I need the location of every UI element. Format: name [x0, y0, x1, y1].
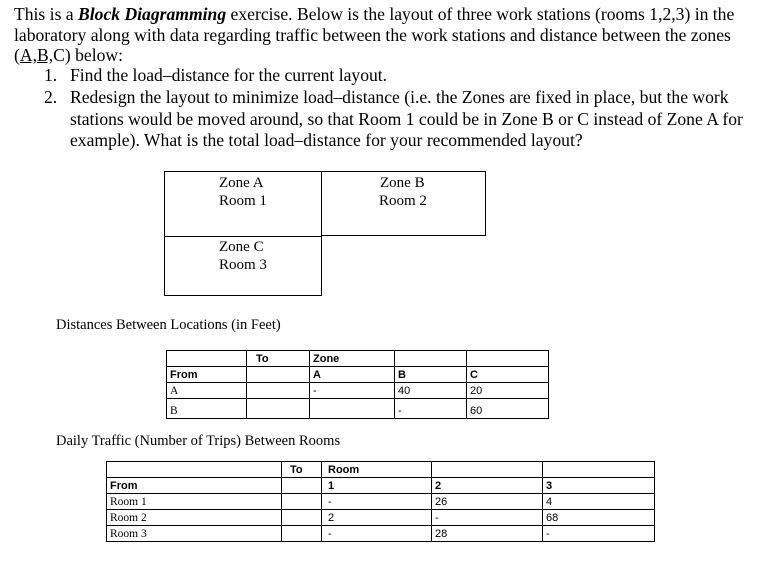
- traffic-cell: 28: [432, 526, 543, 542]
- distances-zone-header: Zone: [310, 351, 395, 367]
- distances-cell: -: [395, 399, 467, 419]
- question-1: [44, 65, 756, 87]
- traffic-cell: 26: [432, 494, 543, 510]
- zone-c-label: Zone C: [219, 239, 264, 255]
- traffic-from-header: From: [107, 478, 282, 494]
- table-row: [107, 478, 655, 494]
- traffic-cell: -: [432, 510, 543, 526]
- table-cell: [467, 351, 549, 367]
- distances-col-b: B: [395, 367, 467, 383]
- traffic-cell: -: [543, 526, 655, 542]
- table-cell: [167, 351, 247, 367]
- table-cell: [282, 526, 322, 542]
- table-row: [167, 383, 549, 399]
- table-row: [107, 510, 655, 526]
- distances-cell: 20: [467, 383, 549, 399]
- distances-from-header: From: [167, 367, 247, 383]
- traffic-row-label: Room 3: [107, 526, 282, 542]
- intro-paragraph: [14, 4, 759, 66]
- table-cell: [282, 494, 322, 510]
- traffic-col-3: 3: [543, 478, 655, 494]
- distances-row-label: A: [167, 383, 247, 399]
- traffic-caption: Daily Traffic (Number of Trips) Between Rooms: [56, 433, 341, 449]
- table-row: [107, 526, 655, 542]
- traffic-cell: 2: [322, 510, 432, 526]
- question-1-text: Find the load–distance for the current layout.: [70, 65, 388, 85]
- table-row: [107, 462, 655, 478]
- distances-cell: 60: [467, 399, 549, 419]
- traffic-room-header: Room: [322, 462, 432, 478]
- table-row: [167, 367, 549, 383]
- distances-row-label: B: [167, 399, 247, 419]
- table-cell: [432, 462, 543, 478]
- intro-text-1: This is a: [14, 4, 79, 24]
- intro-text-2: exercise. Below is the layout of three work stations (rooms 1,2,3) in the laboratory along with data regarding traffic between the work stations and distance between the zones (: [14, 4, 735, 65]
- traffic-row-label: Room 1: [107, 494, 282, 510]
- traffic-table: [106, 461, 655, 542]
- zone-b-block: [321, 171, 486, 236]
- zone-b-room: Room 2: [379, 193, 427, 209]
- traffic-cell: -: [322, 494, 432, 510]
- traffic-col-2: 2: [432, 478, 543, 494]
- distances-cell: -: [310, 383, 395, 399]
- zone-a-label: Zone A: [219, 175, 264, 191]
- zone-a-block: [164, 171, 322, 237]
- traffic-cell: 68: [543, 510, 655, 526]
- question-2-text: Redesign the layout to minimize load–distance (i.e. the Zones are fixed in place, but the work stations would be moved around, so that Room 1 could be in Zone B or C instead of Zone A for example). What is the total load–distance for your recommended layout?: [70, 87, 743, 150]
- table-row: [107, 494, 655, 510]
- intro-zones-underlined: A,B,: [19, 45, 54, 65]
- zone-c-room: Room 3: [219, 257, 267, 273]
- intro-text-3: C) below:: [53, 45, 123, 65]
- traffic-row-label: Room 2: [107, 510, 282, 526]
- distances-to-header: To: [247, 351, 310, 367]
- intro-bold-term: Block Diagramming: [78, 4, 227, 24]
- question-2: [44, 87, 756, 153]
- traffic-col-1: 1: [322, 478, 432, 494]
- table-cell: [395, 351, 467, 367]
- table-cell: [247, 383, 310, 399]
- table-cell: [282, 478, 322, 494]
- distances-col-a: A: [310, 367, 395, 383]
- table-cell: [247, 367, 310, 383]
- zone-a-room: Room 1: [219, 193, 267, 209]
- question-1-number: 1.: [44, 65, 58, 85]
- question-2-number: 2.: [44, 87, 58, 107]
- traffic-cell: 4: [543, 494, 655, 510]
- traffic-cell: -: [322, 526, 432, 542]
- distances-cell: 40: [395, 383, 467, 399]
- table-row: [167, 399, 549, 419]
- distances-cell: [310, 399, 395, 419]
- zone-c-block: [164, 236, 322, 296]
- table-cell: [282, 510, 322, 526]
- zone-b-label: Zone B: [380, 175, 425, 191]
- traffic-to-header: To: [282, 462, 322, 478]
- distances-caption: Distances Between Locations (in Feet): [56, 317, 281, 333]
- distances-table: [166, 350, 549, 419]
- table-row: [167, 351, 549, 367]
- table-cell: [543, 462, 655, 478]
- table-cell: [247, 399, 310, 419]
- distances-col-c: C: [467, 367, 549, 383]
- table-cell: [107, 462, 282, 478]
